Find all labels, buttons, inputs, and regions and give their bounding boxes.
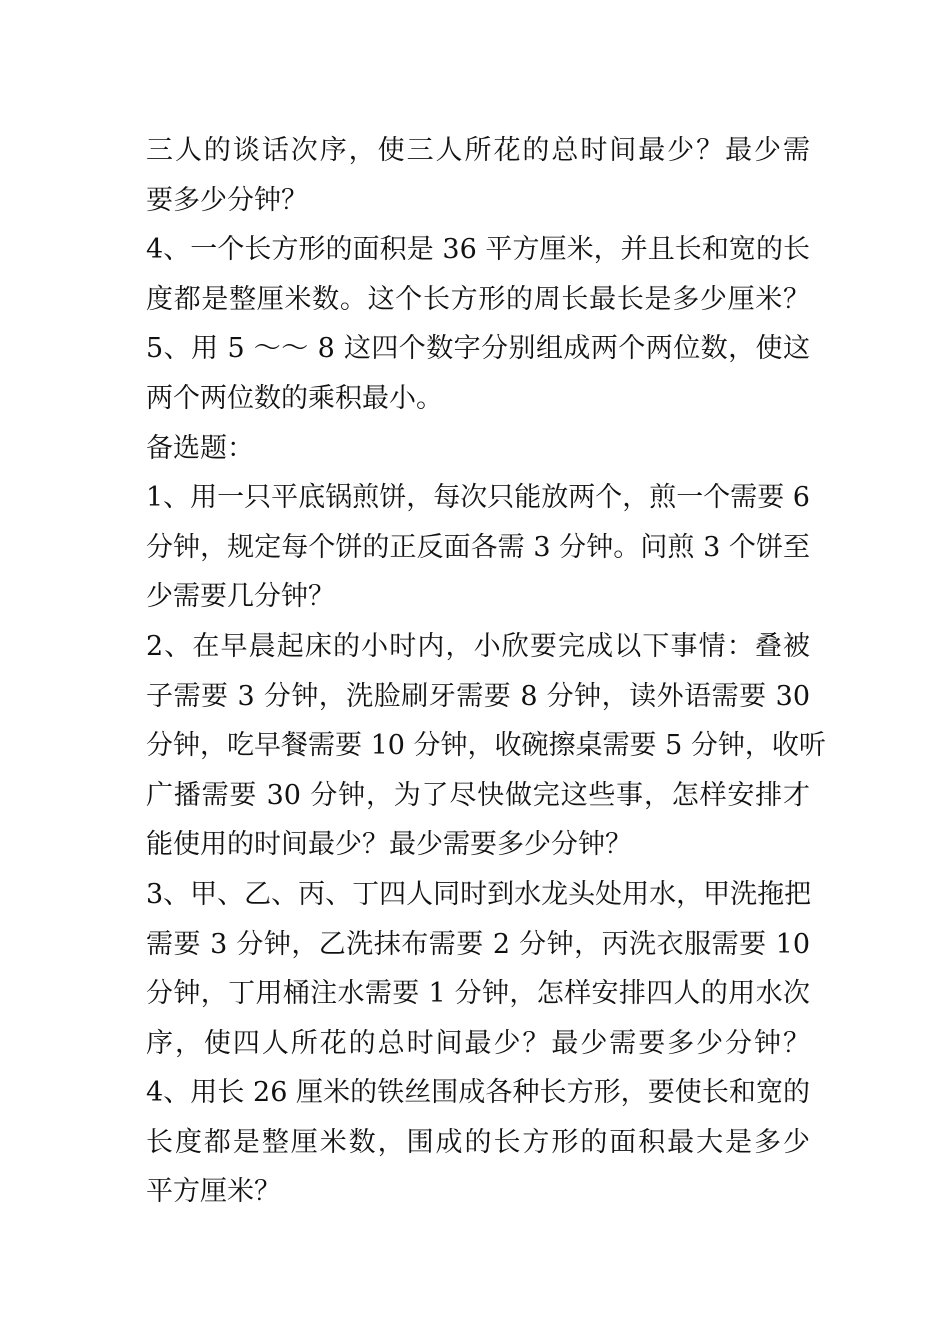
text-line: 1、用一只平底锅煎饼，每次只能放两个，煎一个需要 6 (146, 482, 810, 514)
text-line: 两个两位数的乘积最小。 (146, 382, 443, 414)
text-line: 广播需要 30 分钟，为了尽快做完这些事，怎样安排才 (146, 779, 810, 811)
section-heading: 备选题： (146, 432, 254, 464)
text-line: 需要 3 分钟，乙洗抹布需要 2 分钟，丙洗衣服需要 10 (146, 928, 810, 960)
text-line: 度都是整厘米数。这个长方形的周长最长是多少厘米？ (146, 283, 810, 315)
text-line: 少需要几分钟？ (146, 581, 335, 613)
text-line: 4、用长 26 厘米的铁丝围成各种长方形，要使长和宽的 (146, 1077, 810, 1109)
text-line: 能使用的时间最少？最少需要多少分钟？ (146, 829, 632, 861)
text-line: 2、在早晨起床的小时内，小欣要完成以下事情：叠被 (146, 630, 810, 662)
text-line: 平方厘米？ (146, 1176, 281, 1208)
text-line: 三人的谈话次序，使三人所花的总时间最少？最少需 (146, 135, 810, 166)
text-line: 分钟，吃早餐需要 10 分钟，收碗擦桌需要 5 分钟，收听 (146, 730, 826, 762)
text-line: 要多少分钟？ (146, 184, 308, 216)
text-line: 4、一个长方形的面积是 36 平方厘米，并且长和宽的长 (146, 234, 810, 266)
text-line: 5、用 5 ～～ 8 这四个数字分别组成两个两位数，使这 (146, 333, 810, 365)
text-line: 分钟，丁用桶注水需要 1 分钟，怎样安排四人的用水次 (146, 978, 810, 1010)
problem-text (146, 126, 826, 1217)
text-line: 长度都是整厘米数，围成的长方形的面积最大是多少 (146, 1126, 810, 1158)
text-line: 序，使四人所花的总时间最少？最少需要多少分钟？ (146, 1027, 810, 1059)
text-line: 分钟，规定每个饼的正反面各需 3 分钟。问煎 3 个饼至 (146, 531, 810, 563)
text-line: 子需要 3 分钟，洗脸刷牙需要 8 分钟，读外语需要 30 (146, 680, 810, 712)
text-line: 3、甲、乙、丙、丁四人同时到水龙头处用水，甲洗拖把 (146, 878, 812, 910)
